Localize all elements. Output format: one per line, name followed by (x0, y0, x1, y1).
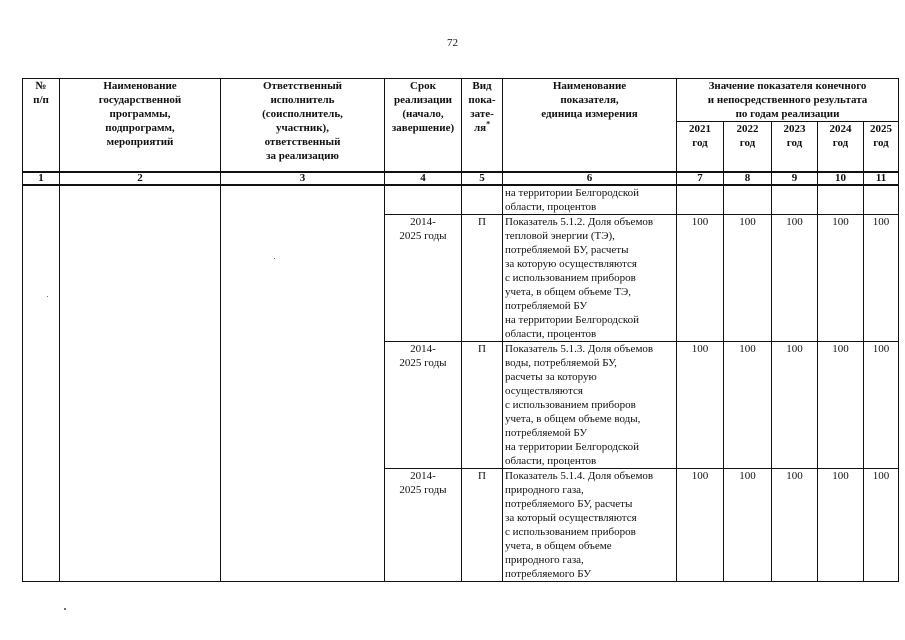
cell-value-2021: 100 (677, 468, 724, 581)
column-number: 9 (772, 172, 818, 185)
column-number: 7 (677, 172, 724, 185)
cell-value-2022: 100 (724, 214, 772, 341)
header-year-2022: 2022 год (724, 122, 772, 172)
cell-value (724, 185, 772, 215)
header-col-responsible (221, 79, 385, 172)
header-text: (начало, (402, 108, 444, 120)
indicator-table (22, 78, 899, 582)
cell-value-2025: 100 (864, 468, 899, 581)
header-text: по годам реализации (735, 108, 840, 120)
cell-value-2022: 100 (724, 468, 772, 581)
cell-term: 2014- 2025 годы (385, 468, 462, 581)
page-number: 72 (447, 37, 458, 49)
column-number: 5 (462, 172, 503, 185)
cell-value-2023: 100 (772, 341, 818, 468)
cell-value-2024: 100 (818, 468, 864, 581)
column-number: 6 (503, 172, 677, 185)
header-text: программы, (109, 108, 171, 120)
header-text: Значение показателя конечного (708, 80, 867, 92)
header-text: реализации (393, 94, 453, 106)
header-text: подпрограмм, (105, 122, 175, 134)
cell-value (864, 185, 899, 215)
header-values-group (677, 79, 899, 122)
cell-value-2022: 100 (724, 341, 772, 468)
header-text: завершение) (391, 122, 455, 134)
column-number: 1 (23, 172, 60, 185)
header-year-2023: 2023 год (772, 122, 818, 172)
cell-term: 2014- 2025 годы (385, 214, 462, 341)
header-text: исполнитель (270, 94, 335, 106)
header-text: (соисполнитель, (262, 108, 343, 120)
cell-kind: П (462, 468, 503, 581)
header-text: Наименование (552, 80, 627, 92)
cell-value-2021: 100 (677, 214, 724, 341)
cell-kind (462, 185, 503, 215)
cell-value (818, 185, 864, 215)
cell-responsible (221, 185, 385, 582)
scan-speck (64, 608, 66, 610)
cell-value-2024: 100 (818, 214, 864, 341)
column-number-row (23, 172, 899, 185)
header-col-term (385, 79, 462, 172)
header-text: участник), (276, 122, 329, 134)
cell-value-2024: 100 (818, 341, 864, 468)
cell-kind: П (462, 341, 503, 468)
header-text: зате- (470, 108, 494, 120)
cell-term (385, 185, 462, 215)
cell-value (677, 185, 724, 215)
cell-indicator: Показатель 5.1.3. Доля объемов воды, потребляемой БУ, расчеты за которую осуществляются с использованием приборов учета, в общем объеме воды, потребляемой БУ на территории Белгородской области, процентов (503, 341, 677, 468)
column-number: 10 (818, 172, 864, 185)
cell-indicator: на территории Белгородской области, процентов (503, 185, 677, 215)
header-text: ответственный (264, 136, 341, 148)
cell-value (772, 185, 818, 215)
column-number: 3 (221, 172, 385, 185)
cell-value-2023: 100 (772, 468, 818, 581)
header-year-2021: 2021 год (677, 122, 724, 172)
header-col-kind (462, 79, 503, 172)
header-text: № (35, 80, 47, 92)
cell-indicator: Показатель 5.1.2. Доля объемов тепловой энергии (ТЭ), потребляемой БУ, расчеты за которую осуществляются с использованием приборов учета, в общем объеме ТЭ, потребляемой БУ на территории Белгородской области, процентов (503, 214, 677, 341)
cell-term: 2014- 2025 годы (385, 341, 462, 468)
cell-value-2021: 100 (677, 341, 724, 468)
column-number: 8 (724, 172, 772, 185)
cell-value-2023: 100 (772, 214, 818, 341)
header-col-number (23, 79, 60, 172)
header-text: Наименование (103, 80, 177, 92)
cell-number (23, 185, 60, 582)
cell-indicator: Показатель 5.1.4. Доля объемов природного газа, потребляемого БУ, расчеты за который осуществляются с использованием приборов учета, в общем объеме природного газа, потребляемого БУ (503, 468, 677, 581)
header-year-2024: 2024 год (818, 122, 864, 172)
column-number: 11 (864, 172, 899, 185)
header-text: и непосредственного результата (707, 94, 868, 106)
header-text: за реализацию (266, 150, 339, 162)
cell-value-2025: 100 (864, 341, 899, 468)
header-col-indicator (503, 79, 677, 172)
header-text: Вид (472, 80, 492, 92)
header-text: п/п (33, 94, 49, 106)
header-text: пока- (468, 94, 496, 106)
column-number: 2 (60, 172, 221, 185)
scan-speck (274, 258, 275, 259)
cell-value-2025: 100 (864, 214, 899, 341)
header-text: единица измерения (541, 108, 638, 120)
footnote-mark: * (486, 119, 491, 129)
header-year-2025: 2025 год (864, 122, 899, 172)
header-col-program (60, 79, 221, 172)
cell-program (60, 185, 221, 582)
header-text: Ответственный (262, 80, 343, 92)
header-text: Срок (410, 80, 436, 92)
header-text: государственной (98, 94, 182, 106)
scan-speck (47, 296, 48, 297)
cell-kind: П (462, 214, 503, 341)
header-text: показателя, (560, 94, 619, 106)
table-row-continuation (23, 185, 899, 215)
header-text: мероприятий (106, 136, 174, 148)
header-text: ля (473, 122, 487, 134)
column-number: 4 (385, 172, 462, 185)
